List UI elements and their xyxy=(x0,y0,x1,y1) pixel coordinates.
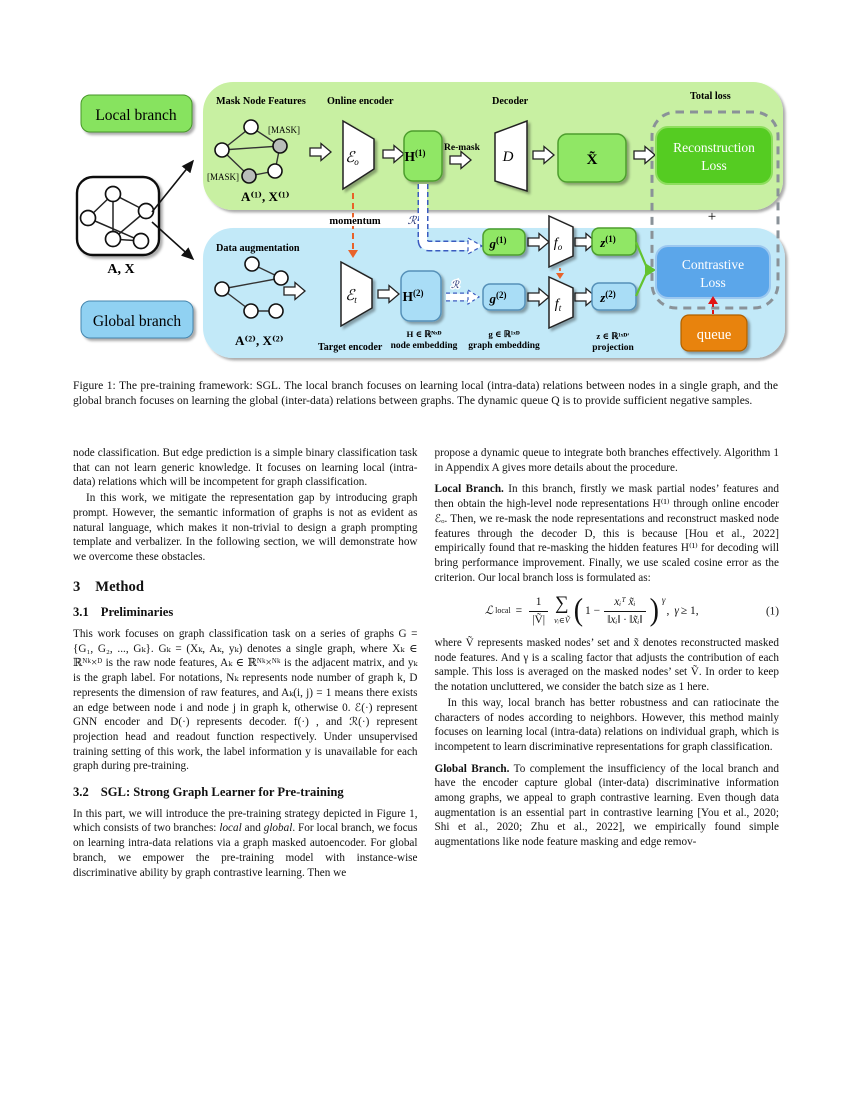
paragraph: In this way, local branch has better robustness and can ratiocinate the characters of nodes according to neighbors. However, this method mainly focuses on learning local (intra-data) relations on individual graph, which is incompetent to learn discriminative representations for graph classification. xyxy=(434,696,779,753)
decoder-symbol: D xyxy=(502,149,514,165)
eq-frac-2: $\frac{\text{xᵢᵀ x̃ᵢ}}{\text{‖xᵢ‖ · ‖x̃ᵢ‖}}$ xyxy=(604,595,645,627)
online-encoder-symbol: ℰ$_o$ xyxy=(345,150,359,167)
remask-label: Re-mask xyxy=(444,143,480,153)
global-branch-chip-label: Global branch xyxy=(92,313,182,330)
momentum-label: momentum xyxy=(329,216,381,227)
local-branch-chip xyxy=(81,95,192,132)
paragraph-local-branch: Local Branch. In this branch, firstly we mask partial nodes’ features and then obtain the high-level node representations H⁽¹⁾ through online encoder ℰₒ. Then, we re-mask the node representations and reconstruct masked node features through the decoder D, this is because [Hou et al., 2022] empirically found that re-masking the hidden features H⁽¹⁾ for decoding will bring performance improvement. Finally, we use scaled cosine error as the criterion. Our local branch loss is formulated as: xyxy=(434,483,779,584)
online-encoder-label: Online encoder xyxy=(327,96,394,107)
equation-1: ℒ local = $\frac{1}{\text{|Ṽ|}}$ ∑ vᵢ∈Ṽ ( 1 − $\frac{\text{xᵢᵀ x̃ᵢ}}{\text{‖xᵢ‖ · ‖x̃ᵢ‖}}$ ) γ , γ ≥ 1, (1) xyxy=(484,593,779,629)
paragraph-global-branch: Global Branch. To complement the insufficiency of the local branch and have the encoder capture global (inter-data) discriminative information among graphs, we appeal to graph contrastive learning. Even though data augmentation is an essential part in contrastive learning [You et al., 2020; Shi et al., 2020; Zhu et al., 2022], we empirically found simple augmentations like node feature masking and edge remov- xyxy=(434,762,779,849)
mask-node-features-label: Mask Node Features xyxy=(216,96,306,107)
subsection-heading-preliminaries: 3.1 Preliminaries xyxy=(73,605,174,620)
contrastive-loss-box xyxy=(656,246,770,298)
paragraph: This work focuses on graph classification task on a series of graphs G = {G₁, G₂, ..., Gₖ}. Gₖ = (Xₖ, Aₖ, yₖ) denotes a single graph, where Xₖ ∈ ℝᴺᵏ×ᴰ is the raw node features, Aₖ ∈ ℝᴺᵏ×ᴺᵏ is the adjacent matrix, and yₖ is the graph label. For notations, Nₖ represents node number of graph k, D represents the dimension of raw features, and Aₖ(i, j) = 1 means there exists an edge between node i and node j in graph k, otherwise 0. ℰ(·) represent GNN encoder and D(·) represents decoder. f(·) , and ℛ(·) represent projection head and readout function respectively. Under unsupervised training setting of this work, the label information y is unavailable for each graph during pre-training. xyxy=(73,628,418,773)
figure-caption: Figure 1: The pre-training framework: SGL. The local branch focuses on learning local (intra-data) relations between nodes in a single graph, and the global branch focuses on learning the global (inter-data) relations between graphs. The dynamic queue Q is to provide sufficient negative samples. xyxy=(73,379,778,407)
local-branch-lead: Local Branch. xyxy=(434,483,504,496)
g2-label: $g^{(2)}$ xyxy=(489,290,507,306)
h1-label: $H^{(1)}$ xyxy=(404,148,426,164)
readout-small-label: ℛ xyxy=(451,280,459,291)
paragraph: In this work, we mitigate the representation gap by introducing graph prompt. However, the semantic information of graphs is not as evident as natural language, which makes it non-trivial to design a graph prompting template and verbalizer. In the following section, we will demonstrate how we overcome these obstacles. xyxy=(73,492,418,563)
right-column xyxy=(435,446,780,881)
paragraph: In this part, we will introduce the pre-training strategy depicted in Figure 1, which consists of two branches: local and global. For local branch, we focus on learning intra-data relations via a graph masked autoencoder. For global branch, we empower the pre-training model with instance-wise discriminative ability by graph contrastive learning. Then we xyxy=(73,807,418,879)
body-columns xyxy=(73,446,779,881)
mask-tag-bottom: [MASK] xyxy=(207,172,240,182)
plus-sign: + xyxy=(707,209,717,225)
x-recon-label: X̃ xyxy=(586,152,598,168)
paragraph: where Ṽ represents masked nodes’ set and x̃ denotes reconstructed masked node features. And γ is a scaling factor that adjusts the contribution of each sample. This loss is averaged on the masked nodes’ set Ṽ. In order to keep the notation uncluttered, we consider the batch size as 1 here. xyxy=(434,637,779,694)
input-graph-label: A, X xyxy=(107,262,135,277)
g-dim-label: g ∈ ℝ¹ˣᴰ xyxy=(488,329,520,339)
h2-label: $H^{(2)}$ xyxy=(402,288,424,304)
h-dim-label: H ∈ ℝᴺˣᴰ xyxy=(406,329,442,339)
masked-node xyxy=(273,139,287,153)
paragraph: node classification. But edge prediction is a simple binary classification task that can not learn generic knowledge. It focuses on learning local (intra-data) relations which will be incompetent for graph classification. xyxy=(73,447,418,489)
section-heading-method: 3 Method xyxy=(73,578,144,595)
equation-number: (1) xyxy=(765,605,779,618)
h-dim-caption: node embedding xyxy=(390,341,458,351)
global-branch-lead: Global Branch. xyxy=(434,762,510,775)
eq-lhs: ℒ xyxy=(484,605,494,618)
g1-label: $g^{(1)}$ xyxy=(489,235,507,251)
readout-big-label: ℛ xyxy=(407,215,417,227)
left-column xyxy=(73,446,418,881)
paragraph: propose a dynamic queue to integrate both branches effectively. Algorithm 1 in Appendix A gives more details about the procedure. xyxy=(434,447,779,474)
mask-tag-top: [MASK] xyxy=(268,125,301,135)
contrastive-loss-line1: Contrastive xyxy=(681,257,745,272)
projection-head-target-symbol: $f_t$ xyxy=(554,297,562,313)
input-graph xyxy=(77,177,159,255)
global-input-label: A⁽²⁾, X⁽²⁾ xyxy=(235,333,284,348)
contrastive-loss-line2: Loss xyxy=(700,275,726,290)
target-encoder-symbol: ℰ$_t$ xyxy=(345,288,357,305)
z-dim-label: z ∈ ℝ¹ˣᴰ′ xyxy=(596,331,630,341)
reconstruction-loss-line1: Reconstruction xyxy=(673,140,755,155)
masked-node xyxy=(242,169,256,183)
z1-label: $z^{(1)}$ xyxy=(600,234,616,250)
data-augmentation-label: Data augmentation xyxy=(216,243,300,254)
z-dim-caption: projection xyxy=(592,343,634,353)
global-branch-chip xyxy=(81,301,193,338)
eq-frac-1: $\frac{1}{\text{|Ṽ|}}$ xyxy=(529,595,548,627)
local-input-label: A⁽¹⁾, X⁽¹⁾ xyxy=(241,189,290,204)
decoder-label: Decoder xyxy=(492,96,529,107)
total-loss-label: Total loss xyxy=(690,91,731,102)
subsection-heading-sgl: 3.2 SGL: Strong Graph Learner for Pre-training xyxy=(73,785,344,800)
local-branch-chip-label: Local branch xyxy=(95,107,177,124)
reconstruction-loss-line2: Loss xyxy=(701,158,727,173)
z2-label: $z^{(2)}$ xyxy=(600,289,616,305)
target-encoder-label: Target encoder xyxy=(318,342,383,353)
reconstruction-loss-box xyxy=(656,127,772,184)
figure-1-diagram xyxy=(0,0,850,375)
projection-head-online-symbol: $f_o$ xyxy=(553,236,563,252)
g-dim-caption: graph embedding xyxy=(468,341,540,351)
queue-label: queue xyxy=(696,327,732,343)
eq-sum: ∑ vᵢ∈Ṽ xyxy=(554,593,570,626)
